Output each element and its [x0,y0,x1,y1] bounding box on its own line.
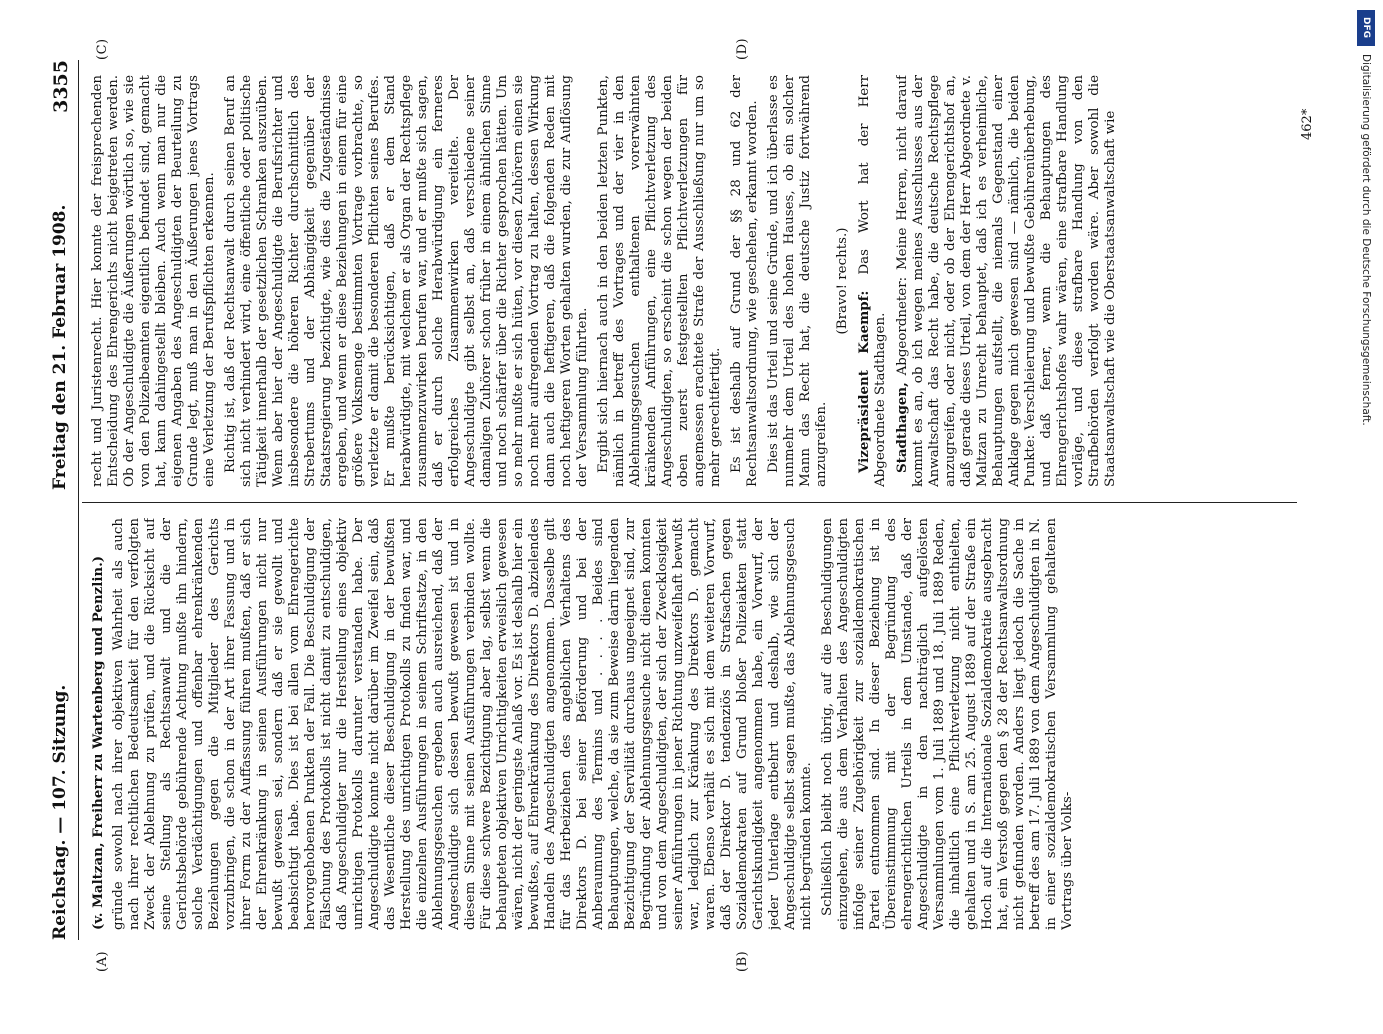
paragraph: recht und Juristenrecht. Hier konnte der freisprechenden Entscheidung des Ehrengerichts nicht beigetreten werden. Ob der Angeschuldigte die Äußerungen wörtlich so, wie sie von den Polizeibeamten eigentlich befundet sind, gemacht hat, kann dahingestellt bleiben. Auch wenn man nur die eigenen Angaben des Angeschuldigten der Beurteilung zu Grunde legt, muß man in den Äußerungen jenes Vortrags eine Verletzung der Berufspflichten erkennen. [90,75,217,487]
speech [894,75,1119,487]
president-text: Das Wort hat der Herr Abgeordnete Stadthagen. [857,75,888,487]
header-session: Reichstag. — 107. Sitzung. [50,684,70,940]
credit-text: Digitalisierung gefördert durch die Deutsche Forschungsgemeinschaft. [1360,54,1372,426]
paragraph: Richtig ist, daß der Rechtsanwalt durch seinen Beruf an sich nicht verhindert wird, eine öffentliche oder politische Tätigkeit innerhalb der gesetzlichen Schranken auszuüben. Wenn aber hier der Angeschuldigte die Berufsrichter und insbesondere die höheren Richter durchschnittlich des Strebertums und der Abhängigkeit gegenüber der Staatsregierung bezichtigte, wie dies die Zugeständnisse ergeben, und wenn er diese Beziehungen in einem für eine größere Volksmenge bestimmten Vortrage vorbrachte, so verletzte er damit die besonderen Pflichten seines Berufes. Er mußte berücksichtigen, daß er dem Stand herabwürdigte, mit welchem er als Organ der Rechtspflege zusammenzuwirken berufen war, und er mußte sich sagen, daß er durch solche Herabwürdigung ein ferneres erfolgreiches Zusammenwirken vereitelte. Der Angeschuldigte gibt selbst an, daß verschiedene seiner damaligen Zuhörer schon früher in einem ähnlichen Sinne und noch schärfer über die Richter gesprochen hätten. Um so mehr mußte er sich hüten, vor diesen Zuhörern einen sie noch mehr aufregenden Vortrag zu halten, dessen Wirkung dann auch die heftigeren, daß die folgenden Reden mit noch heftigeren Worten gehalten wurden, die zur Auflösung der Versammlung führten. [223,75,590,487]
margin-label-d: (D) [735,37,750,60]
running-head [50,60,80,940]
speaker-name: Stadthagen, [894,382,910,473]
right-column [90,75,1305,487]
margin-label-a: (A) [95,950,110,972]
president-name: Vizepräsident Kaempf: [856,290,872,473]
president-statement [856,75,889,487]
paragraph: Es ist deshalb auf Grund der §§ 28 und 62 der Rechtsanwaltsordnung, wie geschehen, erkannt worden. [729,75,760,487]
paragraph: Ergibt sich hiernach auch in den beiden letzten Punkten, nämlich in betreff des Vortrages und der vier in den Ablehnungsgesuchen enthaltenen vorerwähnten kränkenden Anführungen, eine Pflichtverletzung des Angeschuldigten, so erscheint die schon wegen der beiden oben zuerst festgestellten Pflichtverletzungen für angemessen erachtete Strafe der Ausschließung nur um so mehr gerechtfertigt. [596,75,723,487]
digitization-credit [1353,10,1379,990]
speech-text: Abgeordneter: Meine Herren, nicht darauf kommt es an, ob ich wegen meines Ausschlusses aus der Anwaltschaft das Recht habe, die deutsche Rechtspflege anzugreifen, oder nicht, oder ob der Ehrengerichtshof an, daß gerade dieses Urteil, von dem der Herr Abgeordnete v. Maltzan zu Unrecht behauptet, daß ich es verheimliche, Behauptungen aufstellt, die niemals Gegenstand einer Anklage gegen mich gewesen sind — nämlich, die beiden Punkte: Verschleierung und bewußte Gebührenüberhebung, und daß ferner, wenn die Behauptungen des Ehrengerichtshofes wahr wären, eine strafbare Handlung vorläge, und diese strafbare Handlung von den Strafbehörden verfolgt worden wäre. Aber sowohl die Staatsanwaltschaft wie die Oberstaatsanwaltschaft wie [895,75,1118,487]
dfg-logo: DFG [1357,10,1375,46]
page-number: 3355 [50,60,72,113]
header-rule [78,60,79,940]
column-divider [82,502,1297,503]
paragraph: gründe sowohl nach ihrer objektiven Wahrheit als auch nach ihrer rechtlichen Bedeutsamkeit für den verfolgten Zweck der Ablehnung zu prüfen, und die Rücksicht auf seine Stellung als Rechtsanwalt und die der Gerichtsbehörde gebührende Achtung mußte ihn hindern, solche Verdächtigungen und offenbar ehrenkränkenden Beziehungen gegen die Mitglieder des Gerichts vorzubringen, die schon in der Art ihrer Fassung und in ihrer Form zu der Auffassung führen mußten, daß er sich der Ehrenkränkung in seinen Ausführungen nicht nur bewußt gewesen sei, sondern daß er sie gewollt und beabsichtigt habe. Dies ist bei allen vom Ehrengerichte hervorgehobenen Punkten der Fall. Die Beschuldigung der Fälschung des Protokolls ist nicht damit zu entschuldigen, daß Angeschuldigter nur die Herstellung eines objektiv unrichtigen Protokolls darunter verstanden habe. Der Angeschuldigte konnte nicht darüber im Zweifel sein, daß das Wesentliche dieser Beschuldigung in der bewußten Herstellung des unrichtigen Protokolls zu finden war, und die einzelnen Ausführungen in seinem Schriftsatze, in den Ablehnungsgesuchen ergeben auch ausreichend, daß der Angeschuldigte sich dessen bewußt gewesen ist und in diesem Sinne mit seinen Ausführungen verbinden wollte. Für diese schwere Bezichtigung aber lag, selbst wenn die behaupteten objektiven Unrichtigkeiten erweislich gewesen wären, nicht der geringste Anlaß vor. Es ist deshalb hier ein bewußtes, auf Ehrenkränkung des Direktors D. abzielendes Handeln des Angeschuldigten angenommen. Dasselbe gilt für das Herbeiziehen des angeblichen Verhaltens des Direktors D. bei seiner Beförderung und bei der Anberaumung des Termins und . . . . Beides sind Behauptungen, welche, da sie zum Beweise darin liegenden Bezichtigung der Servilität durchaus ungeeignet sind, zur Begründung der Ablehnungsgesuche nicht dienen konnten und von dem Angeschuldigten, der sich der Zwecklosigkeit seiner Anführungen in jener Richtung unzweifelhaft bewußt war, lediglich zur Kränkung des Direktors D. gemacht waren. Ebenso verhält es sich mit dem weiteren Vorwurf, daß der Direktor D. tendenziös in Strafsachen gegen Sozialdemokraten auf Grund bloßer Polizeiakten statt Gerichtskundigkeit angenommen habe, ein Vorwurf, der jeder Unterlage entbehrt und deshalb, wie sich der Angeschuldigte selbst sagen mußte, das Ablehnungsgesuch nicht begründen konnte. [111,518,814,930]
left-column [90,518,1305,930]
speaker-attribution: (v. Maltzan, Freiherr zu Wartenberg und Penzlin.) [90,555,106,930]
margin-label-b: (B) [735,950,750,972]
header-date: Freitag den 21. Februar 1908. [50,204,70,490]
paragraph: Dies ist das Urteil und seine Gründe, und ich überlasse es nunmehr dem Urteil des hohen Hauses, ob ein solcher Mann das Recht hat, die deutsche Justiz fortwährend anzugreifen. [766,75,829,487]
margin-label-c: (C) [95,38,110,60]
paragraph: Schließlich bleibt noch übrig, auf die Beschuldigungen einzugehen, die aus dem Verhalten des Angeschuldigten infolge seiner Zugehörigkeit zur sozialdemokratischen Partei entnommen sind. In dieser Beziehung ist in Übereinstimmung mit der Begründung des ehrengerichtlichen Urteils in dem Umstande, daß der Angeschuldigte in den nachträglich aufgelösten Versammlungen vom 1. Juli 1889 und 18. Juli 1889 Reden, die inhaltlich eine Pflichtverletzung nicht enthielten, gehalten und in S. am 25. August 1889 auf der Straße ein Hoch auf die Internationale Sozialdemokratie ausgebracht hat, ein Verstoß gegen den § 28 der Rechtsanwaltsordnung nicht gefunden worden. Anders liegt jedoch die Sache in betreff des am 17. Juli 1889 von dem Angeschuldigten in N. in einer sozialdemokratischen Versammlung gehaltenen Vortrags über Volks- [820,518,1075,930]
sheet-signature: 462* [1300,108,1315,140]
applause-note: (Bravo! rechts.) [835,227,850,335]
